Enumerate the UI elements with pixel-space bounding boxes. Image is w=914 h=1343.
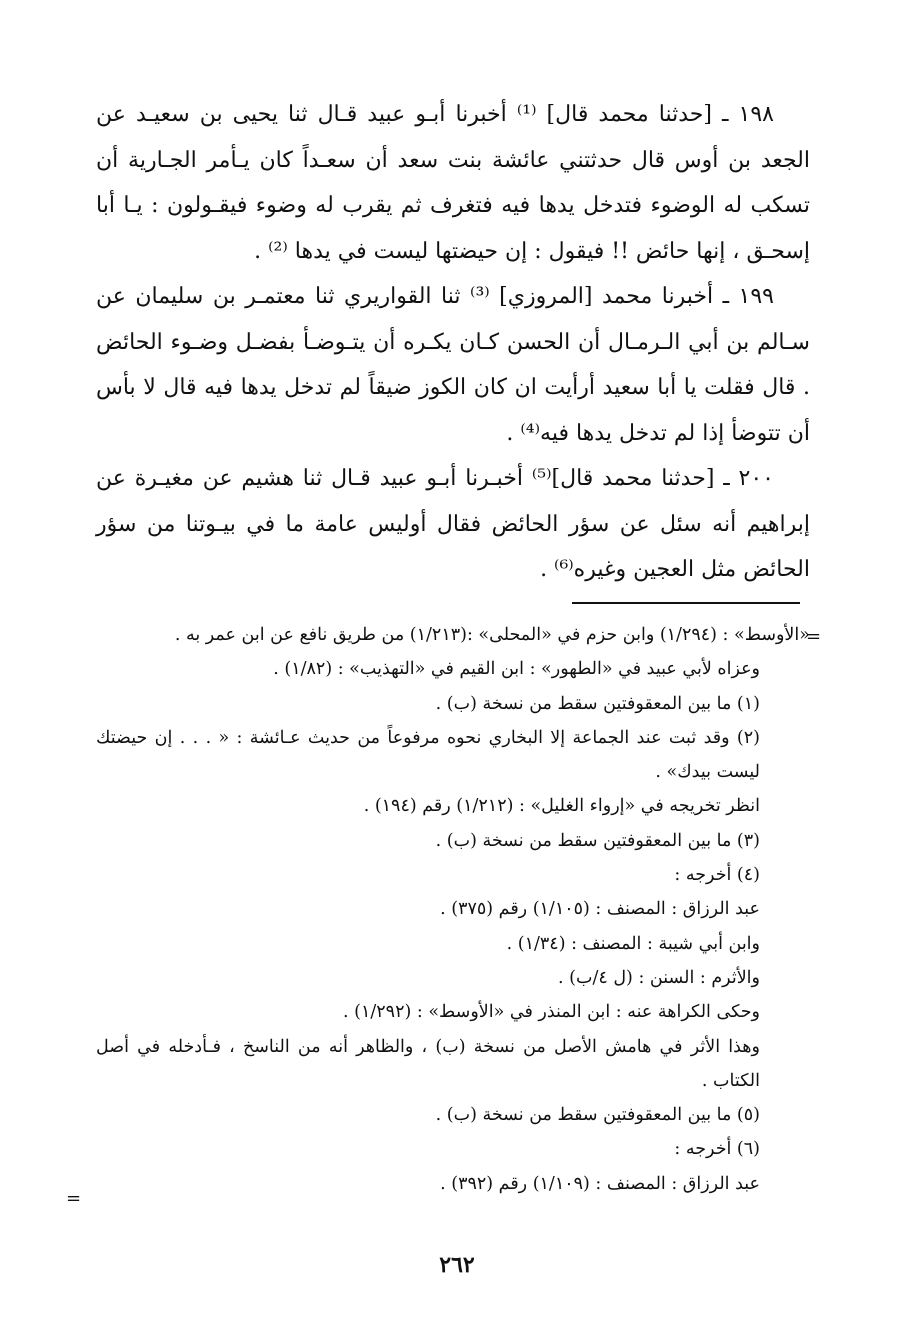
footnote-6: (٦) أخرجه : <box>674 1139 760 1160</box>
footnote-5: (٥) ما بين المعقوفتين سقط من نسخة (ب) . <box>435 1105 760 1126</box>
footnote-line: وعزاه لأبي عبيد في «الطهور» : ابن القيم في «التهذيب» : (١/٨٢) . <box>273 659 760 680</box>
footnotes <box>96 618 810 1201</box>
page-number: ٢٦٢ <box>439 1252 475 1278</box>
footnote-line: عبد الرزاق : المصنف : (١/١٠٥) رقم (٣٧٥) . <box>440 899 760 920</box>
paragraph-199: ١٩٩ ـ أخبرنا محمد [المروزي] ⁽³⁾ ثنا القواريري ثنا معتمـر بن سليمان عن سـالم بن أبي الـرمـال أن الحسن كـان يكـره أن يتـوضـأ بفضـل وضـوء الحائض . قال فقلت يا أبا سعيد أرأيت ان كان الكوز ضيقاً لم تدخل يدها فيه قال لا بأس أن تتوضأ إذا لم تدخل يدها فيه⁽⁴⁾ . <box>96 284 810 446</box>
footnote-2: (٢) وقد ثبت عند الجماعة إلا البخاري نحوه مرفوعاً من حديث عـائشة : « . . . إن حيضتك ليست بيدك» . <box>96 727 760 783</box>
footnote-line: «الأوسط» : (١/٢٩٤) وابن حزم في «المحلى» :(١/٢١٣) من طريق نافع عن ابن عمر به . <box>174 625 810 645</box>
footnote-3: (٣) ما بين المعقوفتين سقط من نسخة (ب) . <box>435 830 760 851</box>
footnote-4: (٤) أخرجه : <box>674 865 760 886</box>
footnote-1: (١) ما بين المعقوفتين سقط من نسخة (ب) . <box>435 693 760 714</box>
continuation-mark-bottom: = <box>66 1188 82 1209</box>
paragraph-198: ١٩٨ ـ [حدثنا محمد قال] ⁽¹⁾ أخبرنا أبـو عبيد قـال ثنا يحيى بن سعيـد عن الجعد بن أوس قال حدثتني عائشة بنت سعد أن سعـداً كان يـأمر الجـارية أن تسكب له الوضوء فتدخل يدها فيه فتغرف ثم يقرب له وضوء فيقـولون : يـا أبا إسحـق ، إنها حائض !! فيقول : إن حيضتها ليست في يدها ⁽²⁾ . <box>96 102 810 264</box>
main-text <box>96 92 810 593</box>
footnote-line: انظر تخريجه في «إرواء الغليل» : (١/٢١٢) رقم (١٩٤) . <box>363 796 760 817</box>
footnote-line: والأثرم : السنن : (ل ٤/ب) . <box>558 967 760 988</box>
footnote-separator <box>572 602 800 604</box>
paragraph-200: ٢٠٠ ـ [حدثنا محمد قال]⁽⁵⁾ أخبـرنا أبـو عبيد قـال ثنا هشيم عن مغيـرة عن إبراهيم أنه سئل عن سؤر الحائض فقال أوليس عامة ما في بيـوتنا من سؤر الحائض مثل العجين وغيره⁽⁶⁾ . <box>96 466 810 582</box>
footnote-line: وحكى الكراهة عنه : ابن المنذر في «الأوسط» : (١/٢٩٢) . <box>343 1002 760 1023</box>
footnote-line: وهذا الأثر في هامش الأصل من نسخة (ب) ، والظاهر أنه من الناسخ ، فـأدخله في أصل الكتاب . <box>96 1036 760 1091</box>
footnote-line: عبد الرزاق : المصنف : (١/١٠٩) رقم (٣٩٢) . <box>440 1173 760 1194</box>
footnote-line: وابن أبي شيبة : المصنف : (١/٣٤) . <box>506 933 760 954</box>
continuation-mark-top: = <box>806 626 822 647</box>
